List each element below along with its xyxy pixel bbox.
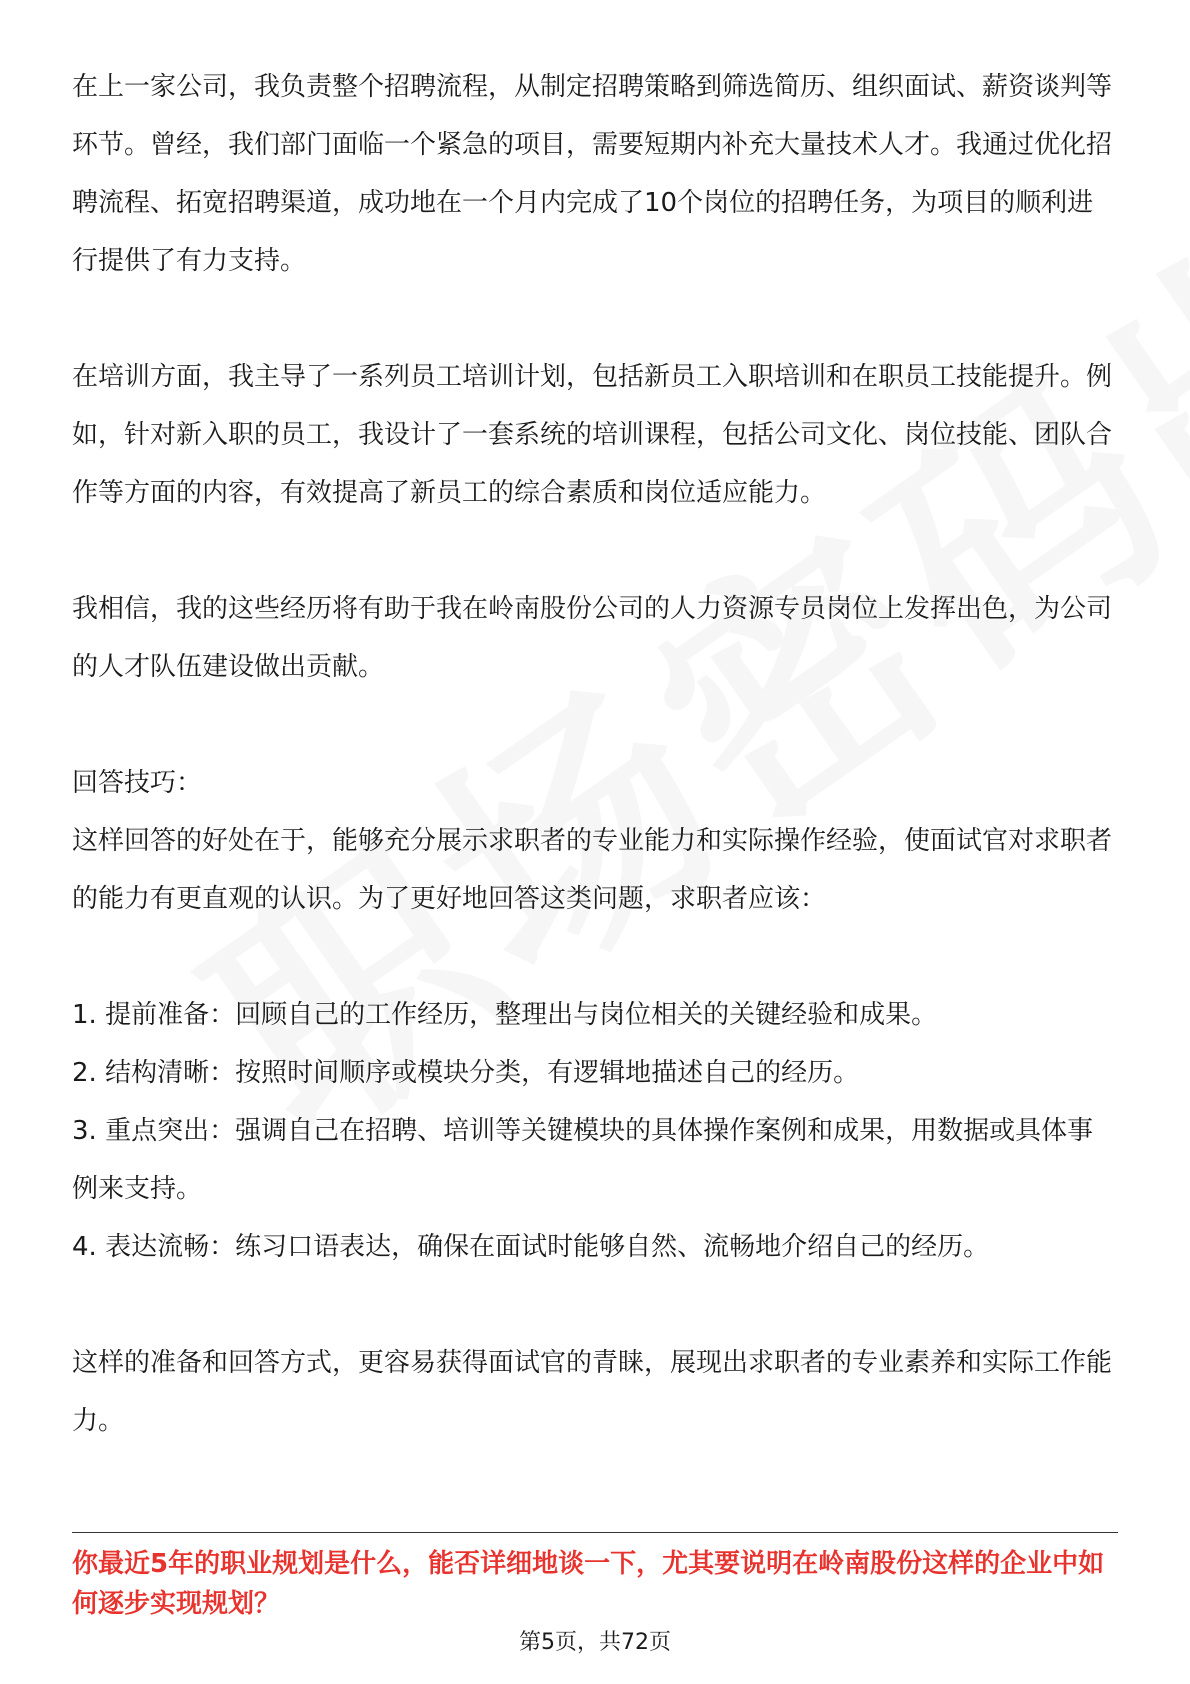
tips-intro: 这样回答的好处在于，能够充分展示求职者的专业能力和实际操作经验，使面试官对求职者的能力有更直观的认识。为了更好地回答这类问题，求职者应该：: [72, 826, 1113, 914]
paragraph-training: 在培训方面，我主导了一系列员工培训计划，包括新员工入职培训和在职员工技能提升。例如，针对新入职的员工，我设计了一套系统的培训课程，包括公司文化、岗位技能、团队合作等方面的内容，有效提高了新员工的综合素质和岗位适应能力。: [72, 362, 1113, 508]
document-body: [72, 58, 1118, 1450]
page-number: 第5页，共72页: [519, 1630, 671, 1655]
section-divider: [72, 1532, 1118, 1533]
tip-item-2: 2. 结构清晰：按照时间顺序或模块分类，有逻辑地描述自己的经历。: [72, 1058, 860, 1088]
next-question-heading: 你最近5年的职业规划是什么，能否详细地谈一下，尤其要说明在岭南股份这样的企业中如何逐步实现规划？: [72, 1549, 1105, 1619]
paragraph-conclusion: 这样的准备和回答方式，更容易获得面试官的青睐，展现出求职者的专业素养和实际工作能力。: [72, 1348, 1113, 1436]
paragraph-belief: 我相信，我的这些经历将有助于我在岭南股份公司的人力资源专员岗位上发挥出色，为公司的人才队伍建设做出贡献。: [72, 594, 1113, 682]
tip-item-3: 3. 重点突出：强调自己在招聘、培训等关键模块的具体操作案例和成果，用数据或具体事例来支持。: [72, 1116, 1094, 1204]
tips-heading: 回答技巧：: [72, 768, 203, 798]
tip-item-4: 4. 表达流畅：练习口语表达，确保在面试时能够自然、流畅地介绍自己的经历。: [72, 1232, 990, 1262]
tip-item-1: 1. 提前准备：回顾自己的工作经历，整理出与岗位相关的关键经验和成果。: [72, 1000, 938, 1030]
paragraph-recruitment: 在上一家公司，我负责整个招聘流程，从制定招聘策略到筛选简历、组织面试、薪资谈判等环节。曾经，我们部门面临一个紧急的项目，需要短期内补充大量技术人才。我通过优化招聘流程、拓宽招聘渠道，成功地在一个月内完成了10个岗位的招聘任务，为项目的顺利进行提供了有力支持。: [72, 72, 1113, 276]
